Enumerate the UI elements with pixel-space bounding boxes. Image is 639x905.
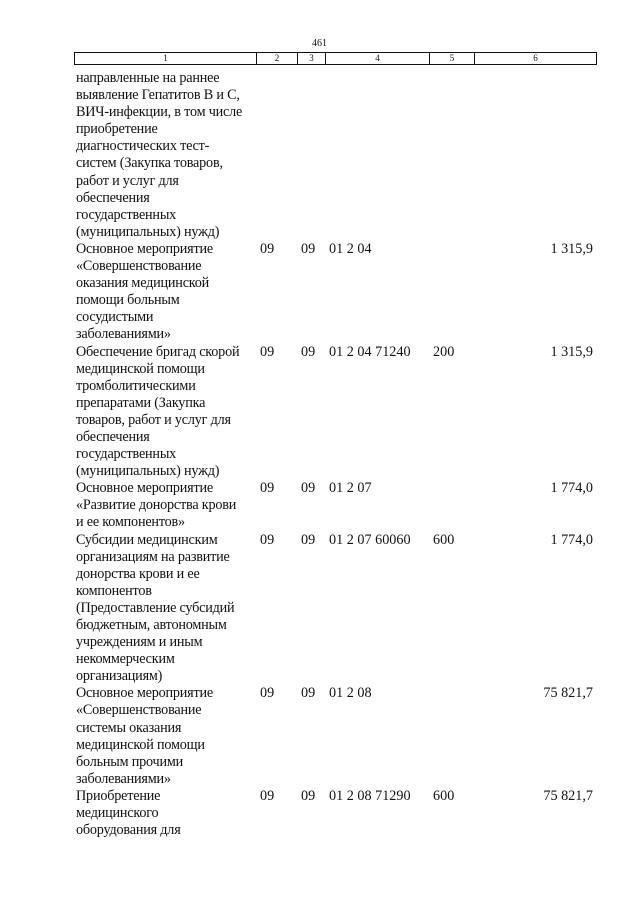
amount-value: 75 821,7 [543,787,593,804]
target-article-code: 01 2 04 71240 [329,343,411,360]
description-line: бюджетным, автономным [76,617,227,633]
expense-type-code [429,480,474,531]
description-line: Основное мероприятие [76,480,213,497]
description-line: Обеспечение бригад скорой [76,343,240,360]
subsection-code: 09 [301,787,316,804]
row-description [74,241,256,344]
description-line: оборудования для [76,822,181,839]
description-line: (Предоставление субсидий [76,599,235,616]
description-line: заболеваниями» [76,770,171,787]
description-line: больным прочими [76,753,184,770]
expense-type-code: 600 [433,531,455,548]
row-description [74,344,256,481]
description-line: работ и услуг для [76,172,179,189]
target-article-code: 01 2 08 71290 [329,787,411,804]
description-line: Основное мероприятие [76,685,213,702]
description-line: медицинской помощи [76,736,205,753]
section-code: 09 [260,240,275,257]
subsection-code: 09 [301,240,316,257]
expense-type-code: 600 [433,787,455,804]
description-line: Субсидии медицинским [76,531,218,548]
description-line: «Совершенствование [76,702,202,719]
subsection-code: 09 [301,480,316,497]
description-line: сосудистыми [76,309,154,326]
expense-type-code [429,70,474,241]
budget-table-body [74,70,597,839]
description-line: государственных [76,206,177,223]
row-description [74,788,256,839]
description-line: «Развитие донорства крови [76,497,237,514]
amount-value: 1 774,0 [550,480,593,497]
target-article-code [325,70,429,241]
description-line: компонентов [76,582,152,599]
table-row [74,241,597,344]
amount-value: 75 821,7 [543,685,593,702]
target-article-code: 01 2 08 [329,685,372,702]
description-line: обеспечения [76,189,150,206]
amount-value: 1 315,9 [550,343,593,360]
description-line: организациям) [76,668,163,685]
description-line: Основное мероприятие [76,240,213,257]
subsection-code: 09 [301,531,316,548]
description-line: государственных [76,446,177,463]
description-line: донорства крови и ее [76,565,200,582]
description-line: заболеваниями» [76,326,171,343]
description-line: Приобретение [76,787,161,804]
description-line: (муниципальных) нужд) [76,463,220,480]
description-line: медицинского [76,805,159,822]
section-code [256,70,297,241]
expense-type-code [429,685,474,788]
target-article-code: 01 2 07 60060 [329,531,411,548]
section-code: 09 [260,685,275,702]
column-number-2: 2 [257,53,298,64]
section-code: 09 [260,787,275,804]
description-line: приобретение [76,121,158,138]
page-number: 461 [312,38,327,49]
table-row [74,685,597,788]
table-column-header [74,52,597,65]
table-row [74,344,597,481]
description-line: (муниципальных) нужд) [76,223,220,240]
target-article-code: 01 2 07 [329,480,372,497]
table-row [74,480,597,531]
subsection-code: 09 [301,685,316,702]
description-line: учреждениям и иным [76,634,203,651]
row-description [74,685,256,788]
description-line: «Совершенствование [76,258,202,275]
row-description [74,480,256,531]
description-line: тромболитическими [76,377,196,394]
row-description [74,532,256,686]
description-line: некоммерческим [76,651,175,668]
section-code: 09 [260,343,275,360]
expense-type-code: 200 [433,343,455,360]
description-line: диагностических тест- [76,138,210,155]
description-line: системы оказания [76,719,182,736]
amount-value: 1 774,0 [550,531,593,548]
table-row [74,70,597,241]
description-line: обеспечения [76,428,150,445]
amount-value [474,70,597,241]
column-number-4: 4 [326,53,430,64]
target-article-code: 01 2 04 [329,240,372,257]
description-line: товаров, работ и услуг для [76,411,231,428]
row-description [74,70,256,241]
description-line: организациям на развитие [76,548,230,565]
description-line: препаратами (Закупка [76,394,206,411]
column-number-1: 1 [75,53,257,64]
description-line: ВИЧ-инфекции, в том числе [76,104,243,121]
subsection-code [297,70,325,241]
description-line: выявление Гепатитов В и С, [76,87,240,104]
description-line: систем (Закупка товаров, [76,155,223,172]
table-row [74,788,597,839]
column-number-6: 6 [533,53,538,63]
description-line: оказания медицинской [76,275,210,292]
column-number-3: 3 [298,53,326,64]
description-line: медицинской помощи [76,360,205,377]
column-number-5: 5 [430,53,475,64]
amount-value: 1 315,9 [550,240,593,257]
description-line: помощи больным [76,292,180,309]
table-row [74,532,597,686]
section-code: 09 [260,480,275,497]
subsection-code: 09 [301,343,316,360]
expense-type-code [429,241,474,344]
section-code: 09 [260,531,275,548]
description-line: направленные на раннее [76,70,220,86]
description-line: и ее компонентов» [76,514,185,531]
